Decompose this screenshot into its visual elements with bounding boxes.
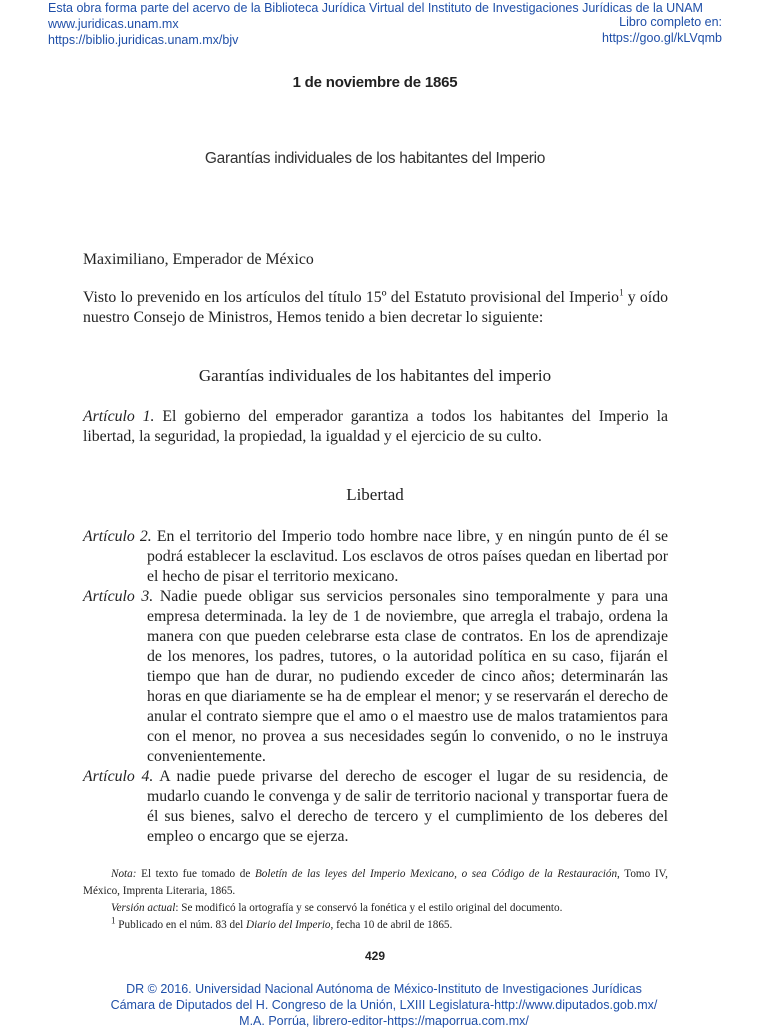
document-date: 1 de noviembre de 1865 [292, 74, 458, 91]
header-bjv-link[interactable]: https://biblio.juridicas.unam.mx/bjv [48, 33, 239, 47]
version-label: Versión actual [111, 902, 176, 914]
preamble-text-end: y oído nuestro Consejo de Ministros, Hemos tenido a bien decretar lo siguiente: [83, 289, 668, 326]
note-source-title: Boletín de las leyes del Imperio Mexicano, o sea Código de la Restauración [254, 868, 618, 880]
note-text-2: , Tomo IV, México, Imprenta Literaria, 1865. [83, 868, 668, 897]
header-site-link[interactable]: www.juridicas.unam.mx [48, 17, 179, 31]
notes-block [83, 866, 668, 934]
page-number: 429 [364, 949, 386, 963]
footnote-number: 1 [111, 915, 116, 926]
source-note [83, 866, 668, 900]
note-label: Nota: [111, 868, 137, 880]
preamble-paragraph [83, 288, 668, 328]
preamble-text-start: Visto lo prevenido en los artículos del título 15º del Estatuto provisional del Imperio [83, 289, 620, 306]
footnote-text-1: Publicado en el núm. 83 del [115, 919, 246, 931]
note-text-1: El texto fue tomado de [136, 868, 255, 880]
article-3 [83, 587, 668, 767]
article-1-text: El gobierno del emperador garantiza a todos los habitantes del Imperio la libertad, la seguridad, la propiedad, la igualdad y el ejercicio de su culto. [83, 408, 668, 445]
article-3-text: Nadie puede obligar sus servicios personales sino temporalmente y para una empresa determinada. la ley de 1 de noviembre, que arregla el trabajo, ordena la manera con que pueden celebrarse esta clase de contratos. En los de aprendizaje de los menores, los padres, tutores, o la autoridad política en su caso, fijarán el tiempo que han de durar, no pudiendo exceder de cinco años; determinarán las horas en que diariamente se ha de emplear el menor; y se reservarán el derecho de anular el contrato siempre que el amo o el maestro use de malos tratamientos para con el menor, no provea a sus necesidades según lo convenido, o no le instruya convenientemente. [147, 588, 669, 765]
header-libro-label: Libro completo en: [619, 15, 722, 29]
version-note [83, 900, 668, 917]
footnote-ref[interactable]: 1 [619, 287, 624, 298]
header-libro-link[interactable]: https://goo.gl/kLVqmb [602, 31, 722, 45]
section-heading-libertad: Libertad [346, 485, 404, 504]
article-2-label: Artículo 2. [83, 528, 152, 545]
footer-line-1: DR © 2016. Universidad Nacional Autónoma de México-Instituto de Investigaciones Jurídicas [126, 982, 642, 996]
article-1 [83, 407, 668, 447]
footer-credits [0, 981, 768, 1029]
footnote-1 [83, 917, 668, 934]
salutation: Maximiliano, Emperador de México [83, 251, 314, 268]
header-top-line: Esta obra forma parte del acervo de la Biblioteca Jurídica Virtual del Instituto de Investigaciones Jurídicas de la UNAM [48, 1, 703, 15]
article-4-text: A nadie puede privarse del derecho de escoger el lugar de su residencia, de mudarlo cuando le convenga y de salir de territorio nacional y transportar fuera de él sus bienes, salvo el derecho de tercero y el cumplimiento de los deberes del empleo o encargo que se ejerza. [147, 768, 668, 845]
article-4-label: Artículo 4. [83, 768, 154, 785]
header-book-link-block [602, 14, 722, 46]
article-2-text: En el territorio del Imperio todo hombre nace libre, y en ningún punto de él se podrá establecer la esclavitud. Los esclavos de otros países quedan en libertad por el hecho de pisar el territorio mexicano. [147, 528, 668, 585]
footnote-title: Diario del Imperio [246, 919, 331, 931]
article-4 [83, 767, 668, 847]
article-2 [83, 527, 668, 587]
section-heading-garantias: Garantías individuales de los habitantes del imperio [198, 366, 552, 385]
footnote-text-2: , fecha 10 de abril de 1865. [330, 919, 453, 931]
article-3-label: Artículo 3. [83, 588, 154, 605]
article-1-label: Artículo 1. [83, 408, 155, 425]
version-text: : Se modificó la ortografía y se conservó la fonética y el estilo original del documento. [175, 902, 563, 914]
document-subtitle: Garantías individuales de los habitantes del Imperio [204, 150, 546, 167]
footer-line-2[interactable]: Cámara de Diputados del H. Congreso de la Unión, LXIII Legislatura-http://www.diputados.gob.mx/ [110, 998, 658, 1012]
footer-line-3[interactable]: M.A. Porrúa, librero-editor-https://maporrua.com.mx/ [239, 1014, 529, 1028]
